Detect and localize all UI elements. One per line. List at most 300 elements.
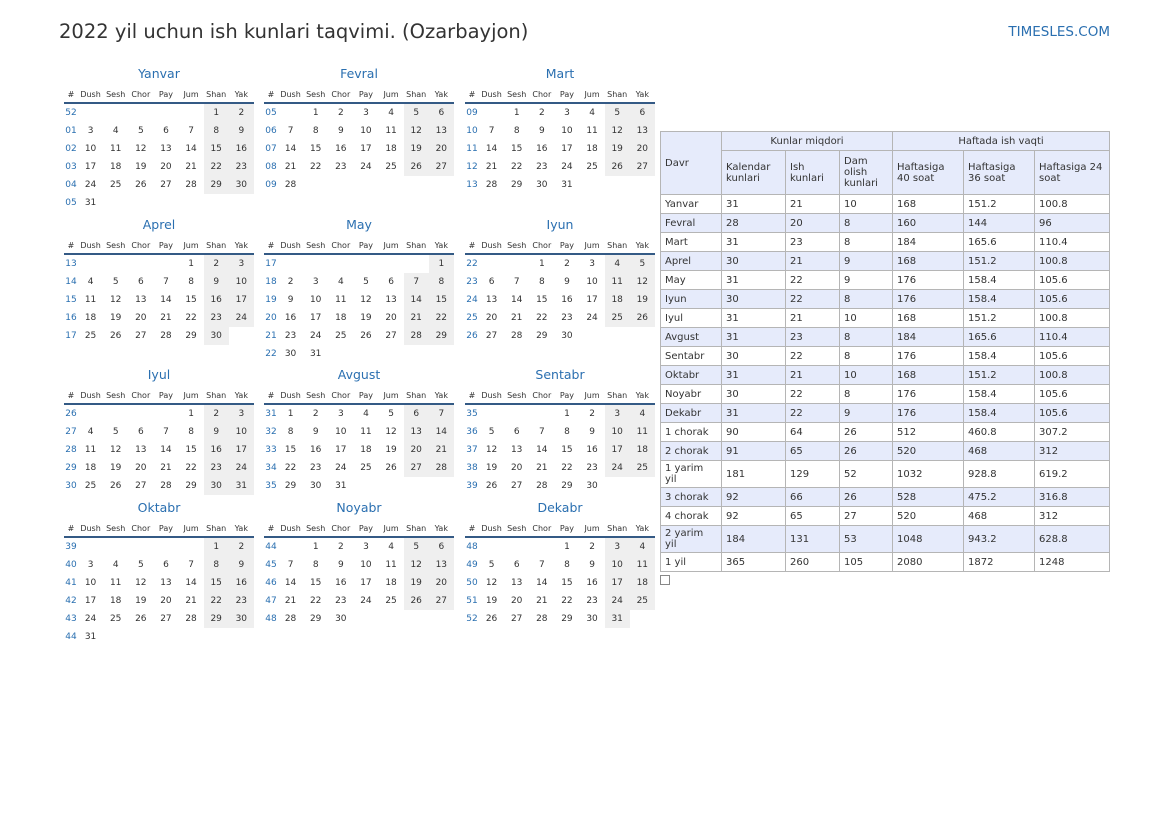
day-cell: 10 <box>229 423 254 441</box>
weekday-label: Jum <box>183 89 199 99</box>
summary-row <box>661 309 1110 328</box>
value-cell: 144 <box>964 214 1035 233</box>
value-cell: 9 <box>840 252 893 271</box>
summary-row <box>661 271 1110 290</box>
day-cell: 23 <box>229 158 254 176</box>
day-cell: 27 <box>510 614 523 625</box>
weekday-label: Dush <box>280 240 301 250</box>
day-cell: 3 <box>229 255 254 273</box>
day-cell: 17 <box>84 596 97 607</box>
day-cell: 20 <box>385 313 397 324</box>
weekday-label: Chor <box>532 240 552 250</box>
h24-header: Haftasiga 24 soat <box>1035 151 1110 195</box>
day-cell: 22 <box>204 592 229 610</box>
day-cell: 17 <box>309 313 322 324</box>
day-cell: 4 <box>363 409 369 419</box>
week-row <box>465 574 655 592</box>
summary-row <box>661 214 1110 233</box>
day-cell: 31 <box>84 632 97 643</box>
weekday-label: Sesh <box>306 523 326 533</box>
week-number: 21 <box>265 331 277 342</box>
day-cell: 2 <box>204 405 229 423</box>
day-cell: 22 <box>510 162 523 173</box>
day-cell: 25 <box>605 309 630 327</box>
weekday-label: Pay <box>158 390 173 400</box>
day-cell: 20 <box>429 574 454 592</box>
day-cell: 31 <box>605 610 630 628</box>
day-cell: 2 <box>229 538 254 556</box>
day-cell: 22 <box>561 596 573 607</box>
period-header: Davr <box>661 132 722 195</box>
week-row <box>264 255 454 273</box>
summary-row <box>661 385 1110 404</box>
weekday-label: Pay <box>158 523 173 533</box>
day-cell: 7 <box>538 560 545 571</box>
week-number: 16 <box>65 313 77 324</box>
day-cell: 26 <box>404 158 429 176</box>
brand-link[interactable]: TIMESLES.COM <box>1008 24 1110 40</box>
day-cell: 22 <box>536 313 548 324</box>
day-cell: 7 <box>287 560 294 571</box>
weekday-label: Pay <box>559 523 574 533</box>
week-row <box>64 122 254 140</box>
value-cell: 66 <box>786 488 840 507</box>
week-row <box>264 405 454 423</box>
weekday-label: Jum <box>383 390 399 400</box>
day-cell: 25 <box>586 162 598 173</box>
day-cell <box>630 610 655 628</box>
day-cell: 25 <box>84 481 97 492</box>
checkbox[interactable] <box>660 575 670 585</box>
day-cell: 15 <box>185 295 197 306</box>
day-cell: 28 <box>284 614 297 625</box>
value-cell: 168 <box>893 309 964 328</box>
weekday-label: Jum <box>383 89 399 99</box>
day-cell: 4 <box>87 277 94 288</box>
weekday-label: Dush <box>80 390 101 400</box>
period-cell: Iyun <box>661 290 722 309</box>
day-cell: 9 <box>564 277 570 288</box>
week-number: 04 <box>65 180 77 191</box>
day-cell <box>229 628 254 646</box>
day-cell <box>78 104 103 122</box>
page-title: 2022 yil uchun ish kunlari taqvimi. (Ozarbayjon) <box>59 20 529 43</box>
day-cell <box>504 538 529 556</box>
period-cell: May <box>661 271 722 290</box>
day-cell: 6 <box>429 104 454 122</box>
day-cell <box>229 194 254 212</box>
week-number: 52 <box>466 614 478 625</box>
summary-row <box>661 423 1110 442</box>
weekday-label: Sesh <box>507 523 527 533</box>
week-number: 07 <box>265 144 277 155</box>
day-cell <box>278 104 303 122</box>
day-cell: 16 <box>204 291 229 309</box>
day-cell: 7 <box>287 126 294 137</box>
period-cell: Mart <box>661 233 722 252</box>
week-number: 17 <box>65 331 77 342</box>
day-cell: 23 <box>309 463 322 474</box>
day-cell: 1 <box>188 259 194 269</box>
weekday-label: Chor <box>532 89 552 99</box>
summary-row <box>661 526 1110 553</box>
day-cell: 2 <box>337 542 344 552</box>
weekday-label: # <box>67 240 75 250</box>
day-cell: 19 <box>485 463 498 474</box>
day-cell: 1 <box>312 108 319 118</box>
weekday-label: Chor <box>331 89 351 99</box>
weekday-label: Pay <box>158 89 173 99</box>
weekday-label: Jum <box>383 523 399 533</box>
value-cell: 96 <box>1035 214 1110 233</box>
day-cell: 16 <box>309 445 322 456</box>
day-cell: 21 <box>284 162 297 173</box>
day-cell: 8 <box>429 273 454 291</box>
day-cell: 11 <box>586 126 598 137</box>
day-cell: 11 <box>84 445 97 456</box>
summary-row <box>661 461 1110 488</box>
day-cell <box>529 405 554 423</box>
day-cell: 13 <box>160 144 172 155</box>
day-cell: 16 <box>536 144 548 155</box>
day-cell: 7 <box>163 277 169 288</box>
day-cell: 10 <box>84 578 97 589</box>
month-name: Aprel <box>142 217 176 232</box>
day-cell: 15 <box>204 574 229 592</box>
day-cell: 23 <box>586 463 598 474</box>
week-number: 12 <box>466 162 478 173</box>
period-cell: 3 chorak <box>661 488 722 507</box>
day-cell: 9 <box>589 560 595 571</box>
day-cell: 10 <box>229 273 254 291</box>
day-cell: 4 <box>87 427 94 438</box>
weekday-label: Chor <box>131 390 151 400</box>
day-cell: 4 <box>388 108 394 118</box>
month-calendar <box>465 217 655 345</box>
value-cell: 30 <box>722 290 786 309</box>
value-cell: 8 <box>840 347 893 366</box>
day-cell: 19 <box>485 596 498 607</box>
week-row <box>264 423 454 441</box>
day-cell: 30 <box>309 481 322 492</box>
day-cell: 2 <box>204 255 229 273</box>
day-cell: 30 <box>204 327 229 345</box>
day-cell: 14 <box>536 445 548 456</box>
period-cell: 1 chorak <box>661 423 722 442</box>
value-cell: 512 <box>893 423 964 442</box>
week-number: 41 <box>65 578 77 589</box>
day-cell: 13 <box>135 445 147 456</box>
day-cell: 10 <box>561 126 573 137</box>
day-cell <box>605 477 630 495</box>
day-cell: 24 <box>229 459 254 477</box>
day-cell: 9 <box>312 427 319 438</box>
day-cell: 18 <box>109 162 122 173</box>
day-cell: 30 <box>586 481 598 492</box>
week-row <box>465 140 655 158</box>
day-cell: 22 <box>309 596 322 607</box>
week-row <box>64 140 254 158</box>
value-cell: 110.4 <box>1035 233 1110 252</box>
week-row <box>465 309 655 327</box>
week-number: 15 <box>65 295 77 306</box>
weekday-label: Sesh <box>106 390 126 400</box>
weekday-label: Sesh <box>306 89 326 99</box>
day-cell <box>504 405 529 423</box>
day-cell <box>404 255 429 273</box>
day-cell: 21 <box>485 162 498 173</box>
day-cell: 7 <box>188 126 194 137</box>
week-row <box>264 104 454 122</box>
day-cell: 15 <box>561 578 573 589</box>
week-number: 36 <box>466 427 478 438</box>
week-row <box>465 122 655 140</box>
value-cell: 520 <box>893 507 964 526</box>
day-cell: 19 <box>385 445 397 456</box>
day-cell: 9 <box>229 122 254 140</box>
value-cell: 105.6 <box>1035 290 1110 309</box>
value-cell: 100.8 <box>1035 195 1110 214</box>
day-cell: 27 <box>135 331 147 342</box>
value-cell: 176 <box>893 271 964 290</box>
week-row <box>264 140 454 158</box>
week-row <box>264 273 454 291</box>
day-cell: 26 <box>485 481 498 492</box>
day-cell: 26 <box>135 614 147 625</box>
week-number: 20 <box>265 313 277 324</box>
period-cell: 4 chorak <box>661 507 722 526</box>
week-number: 34 <box>265 463 277 474</box>
day-cell: 28 <box>510 331 523 342</box>
day-cell <box>479 538 504 556</box>
week-row <box>264 291 454 309</box>
period-cell: Yanvar <box>661 195 722 214</box>
day-cell: 16 <box>335 578 347 589</box>
day-cell: 16 <box>229 140 254 158</box>
day-cell: 11 <box>335 295 347 306</box>
value-cell: 23 <box>786 328 840 347</box>
day-cell: 12 <box>135 144 147 155</box>
day-cell <box>605 327 630 345</box>
day-cell <box>328 255 353 273</box>
day-cell: 3 <box>363 108 369 118</box>
week-row <box>465 556 655 574</box>
day-cell: 8 <box>188 427 194 438</box>
value-cell: 943.2 <box>964 526 1035 553</box>
value-cell: 10 <box>840 195 893 214</box>
day-cell: 20 <box>135 463 147 474</box>
day-cell: 20 <box>510 596 523 607</box>
day-cell: 9 <box>229 556 254 574</box>
day-cell: 12 <box>360 295 372 306</box>
value-cell: 22 <box>786 385 840 404</box>
day-cell: 9 <box>589 427 595 438</box>
day-cell: 29 <box>204 610 229 628</box>
day-cell: 16 <box>284 313 297 324</box>
value-cell: 1248 <box>1035 553 1110 572</box>
day-cell <box>404 477 429 495</box>
day-cell <box>103 194 128 212</box>
day-cell: 7 <box>513 277 520 288</box>
day-cell: 14 <box>185 578 197 589</box>
day-cell <box>429 610 454 628</box>
value-cell: 21 <box>786 366 840 385</box>
week-row <box>64 194 254 212</box>
value-cell: 184 <box>722 526 786 553</box>
value-cell: 528 <box>893 488 964 507</box>
week-row <box>64 104 254 122</box>
day-cell: 17 <box>605 574 630 592</box>
day-cell <box>379 345 404 363</box>
weekday-label: Yak <box>434 523 448 533</box>
day-cell: 16 <box>335 144 347 155</box>
week-number: 39 <box>65 542 77 552</box>
month-name: Dekabr <box>537 500 583 515</box>
day-cell: 20 <box>135 313 147 324</box>
day-cell: 3 <box>87 560 94 571</box>
weekday-label: Yak <box>434 390 448 400</box>
day-cell: 12 <box>135 578 147 589</box>
day-cell <box>204 628 229 646</box>
value-cell: 8 <box>840 328 893 347</box>
week-row <box>64 255 254 273</box>
weekday-label: Sesh <box>106 89 126 99</box>
day-cell: 10 <box>84 144 97 155</box>
day-cell: 18 <box>84 463 97 474</box>
value-cell: 184 <box>893 328 964 347</box>
day-cell: 24 <box>586 313 598 324</box>
day-cell: 13 <box>485 295 498 306</box>
week-number: 13 <box>466 180 478 191</box>
summary-row <box>661 328 1110 347</box>
weekday-label: # <box>67 89 75 99</box>
weekday-label: Sesh <box>306 240 326 250</box>
day-cell: 23 <box>536 162 548 173</box>
day-cell: 4 <box>630 405 655 423</box>
weekday-label: # <box>468 523 476 533</box>
month-calendar <box>64 217 254 345</box>
day-cell: 4 <box>388 542 394 552</box>
week-row <box>264 538 454 556</box>
summary-row <box>661 347 1110 366</box>
day-cell: 8 <box>513 126 520 137</box>
day-cell <box>153 194 178 212</box>
day-cell: 18 <box>630 441 655 459</box>
day-cell <box>379 610 404 628</box>
week-number: 45 <box>265 560 277 571</box>
day-cell: 29 <box>429 327 454 345</box>
day-cell: 19 <box>135 596 147 607</box>
weekday-header <box>465 237 655 255</box>
day-cell: 19 <box>630 291 655 309</box>
value-cell: 21 <box>786 309 840 328</box>
day-cell <box>353 345 378 363</box>
value-cell: 468 <box>964 442 1035 461</box>
day-cell: 13 <box>630 122 655 140</box>
day-cell <box>328 345 353 363</box>
week-number: 05 <box>265 108 277 118</box>
day-cell: 7 <box>429 405 454 423</box>
day-cell: 21 <box>284 596 297 607</box>
day-cell: 2 <box>337 108 344 118</box>
day-cell: 6 <box>137 427 144 438</box>
day-cell: 3 <box>605 538 630 556</box>
day-cell: 8 <box>312 126 319 137</box>
day-cell: 19 <box>135 162 147 173</box>
week-row <box>264 441 454 459</box>
day-cell: 13 <box>385 295 397 306</box>
weekday-label: Dush <box>80 89 101 99</box>
day-cell: 22 <box>185 313 197 324</box>
day-cell <box>429 345 454 363</box>
day-cell <box>580 176 605 194</box>
day-cell: 25 <box>109 180 122 191</box>
month-calendar <box>264 367 454 495</box>
weekday-header <box>465 520 655 538</box>
week-number: 22 <box>466 259 478 269</box>
day-cell: 6 <box>488 277 495 288</box>
period-cell: Aprel <box>661 252 722 271</box>
value-cell: 26 <box>840 423 893 442</box>
week-row <box>64 538 254 556</box>
period-cell: Oktabr <box>661 366 722 385</box>
value-cell: 92 <box>722 507 786 526</box>
day-cell: 7 <box>538 427 545 438</box>
weekday-header <box>264 387 454 405</box>
day-cell: 31 <box>335 481 347 492</box>
day-cell: 12 <box>385 427 397 438</box>
value-cell: 100.8 <box>1035 309 1110 328</box>
weekday-label: Pay <box>158 240 173 250</box>
day-cell: 9 <box>287 295 294 306</box>
day-cell: 29 <box>284 481 297 492</box>
day-cell: 29 <box>536 331 548 342</box>
day-cell <box>128 628 153 646</box>
month-calendar <box>264 66 454 194</box>
rest-days-header: Dam olish kunlari <box>840 151 893 195</box>
day-cell: 30 <box>586 614 598 625</box>
day-cell: 20 <box>160 162 172 173</box>
value-cell: 619.2 <box>1035 461 1110 488</box>
day-cell: 3 <box>229 405 254 423</box>
day-cell <box>103 104 128 122</box>
weekday-label: Jum <box>584 89 600 99</box>
week-row <box>64 628 254 646</box>
day-cell: 14 <box>160 295 172 306</box>
value-cell: 176 <box>893 404 964 423</box>
week-number: 33 <box>265 445 277 456</box>
value-cell: 105 <box>840 553 893 572</box>
week-row <box>264 345 454 363</box>
weekday-label: # <box>468 89 476 99</box>
month-name: Sentabr <box>535 367 585 382</box>
value-cell: 176 <box>893 290 964 309</box>
value-cell: 158.4 <box>964 347 1035 366</box>
value-cell: 23 <box>786 233 840 252</box>
day-cell: 15 <box>185 445 197 456</box>
day-cell: 1 <box>287 409 294 419</box>
summary-row <box>661 404 1110 423</box>
value-cell: 91 <box>722 442 786 461</box>
value-cell: 165.6 <box>964 328 1035 347</box>
day-cell <box>78 538 103 556</box>
week-number: 27 <box>65 427 77 438</box>
value-cell: 53 <box>840 526 893 553</box>
month-name: Fevral <box>340 66 378 81</box>
week-row <box>264 327 454 345</box>
day-cell <box>179 538 204 556</box>
period-cell: Avgust <box>661 328 722 347</box>
